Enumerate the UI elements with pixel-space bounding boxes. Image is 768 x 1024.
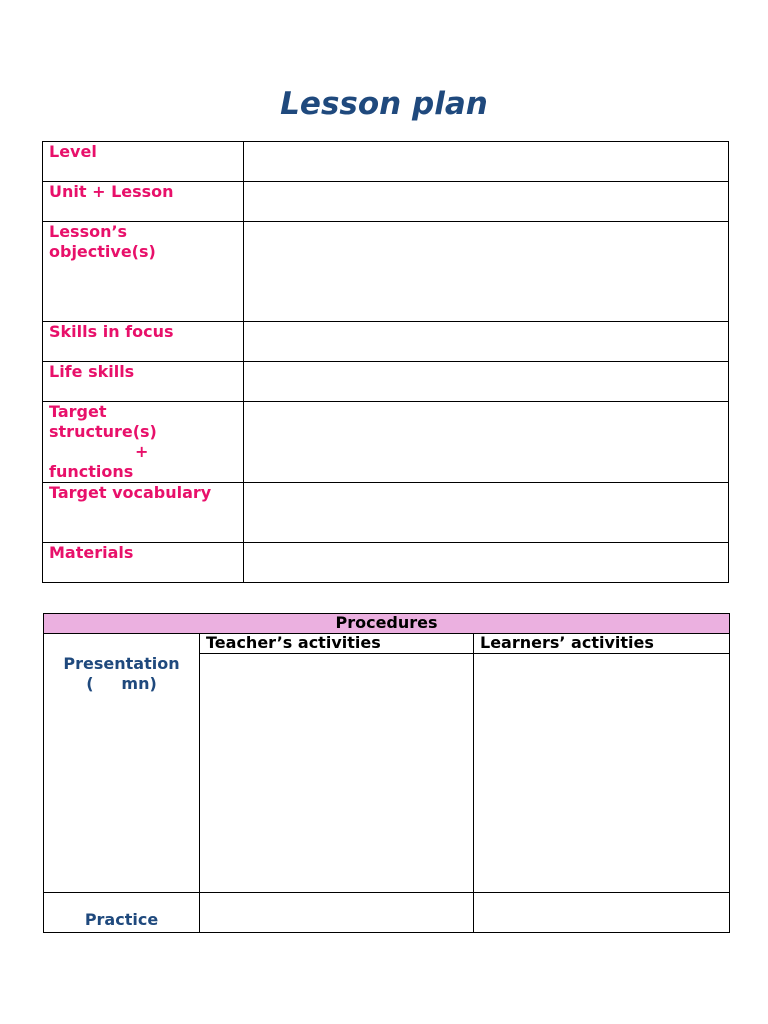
info-row-level	[43, 142, 729, 182]
info-value-cell[interactable]	[244, 222, 729, 322]
lesson-info-table	[42, 141, 729, 583]
info-row-objectives	[43, 222, 729, 322]
presentation-learners-cell[interactable]	[474, 654, 730, 893]
practice-learners-cell[interactable]	[474, 893, 730, 933]
stage-presentation	[44, 634, 200, 893]
info-row-materials	[43, 543, 729, 583]
stage-name: Presentation	[63, 654, 180, 673]
info-row-life-skills	[43, 362, 729, 402]
label-text: Level	[49, 142, 97, 161]
info-value-cell[interactable]	[244, 402, 729, 483]
info-label	[43, 142, 244, 182]
procedures-columns-row	[44, 634, 730, 654]
label-text: Life skills	[49, 362, 135, 381]
info-value-cell[interactable]	[244, 142, 729, 182]
label-text: Skills in focus	[49, 322, 174, 341]
label-text: Target vocabulary	[49, 483, 212, 502]
info-row-skills-in-focus	[43, 322, 729, 362]
info-label	[43, 483, 244, 543]
label-text: Target	[49, 402, 107, 421]
info-value-cell[interactable]	[244, 483, 729, 543]
presentation-teacher-cell[interactable]	[200, 654, 474, 893]
page-title: Lesson plan	[280, 86, 488, 122]
practice-teacher-cell[interactable]	[200, 893, 474, 933]
info-value-cell[interactable]	[244, 362, 729, 402]
label-text: objective(s)	[49, 242, 156, 261]
info-value-cell[interactable]	[244, 543, 729, 583]
teacher-activities-header: Teacher’s activities	[200, 634, 474, 654]
label-text: Unit + Lesson	[49, 182, 174, 201]
info-label	[43, 543, 244, 583]
info-value-cell[interactable]	[244, 182, 729, 222]
practice-row	[44, 893, 730, 933]
info-row-target-vocabulary	[43, 483, 729, 543]
info-value-cell[interactable]	[244, 322, 729, 362]
info-label	[43, 402, 244, 483]
procedures-header: Procedures	[44, 614, 730, 634]
info-row-target-structures	[43, 402, 729, 483]
label-text: Lesson’s	[49, 222, 128, 241]
procedures-header-row	[44, 614, 730, 634]
label-text: structure(s)	[49, 422, 157, 441]
info-label	[43, 322, 244, 362]
stage-duration: ( mn)	[86, 674, 157, 693]
info-label	[43, 362, 244, 402]
info-label	[43, 222, 244, 322]
stage-practice: Practice	[44, 893, 200, 933]
label-text: Materials	[49, 543, 134, 562]
label-text: functions	[49, 462, 134, 481]
procedures-table	[43, 613, 730, 933]
learners-activities-header: Learners’ activities	[474, 634, 730, 654]
info-label	[43, 182, 244, 222]
label-text: +	[135, 442, 149, 461]
info-row-unit-lesson	[43, 182, 729, 222]
